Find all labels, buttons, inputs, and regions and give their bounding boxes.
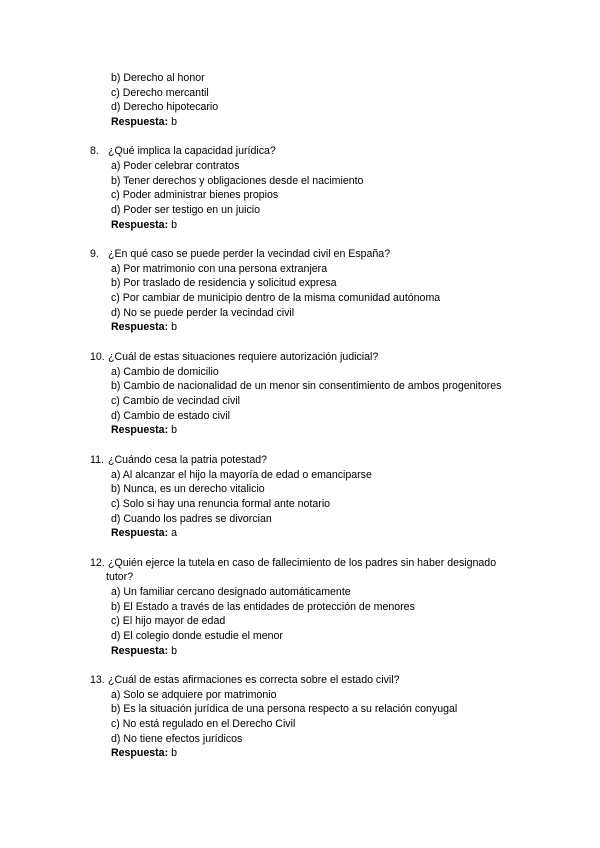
option-a: a) Cambio de domicilio <box>111 366 219 378</box>
answer-value: b <box>171 747 177 759</box>
answer <box>111 116 177 129</box>
option-d: d) Derecho hipotecario <box>111 101 219 113</box>
question-text: ¿Quién ejerce la tutela en caso de fallecimiento de los padres sin haber designado <box>108 557 497 569</box>
option-c: c) Solo si hay una renuncia formal ante notario <box>111 498 331 510</box>
answer-label: Respuesta: <box>111 424 169 436</box>
option-b: b) Derecho al honor <box>111 72 205 84</box>
option-c: c) El hijo mayor de edad <box>111 615 226 627</box>
option-d: d) No tiene efectos jurídicos <box>111 733 243 745</box>
question-text: ¿Qué implica la capacidad jurídica? <box>108 145 276 157</box>
option-a: a) Al alcanzar el hijo la mayoría de edad o emanciparse <box>111 469 372 481</box>
question <box>90 248 390 261</box>
question-text: ¿En qué caso se puede perder la vecindad civil en España? <box>108 248 391 260</box>
question-number: 12. <box>90 557 105 569</box>
question-number: 8. <box>90 145 99 157</box>
option-d: d) Poder ser testigo en un juicio <box>111 204 260 216</box>
answer-label: Respuesta: <box>111 219 169 231</box>
answer-label: Respuesta: <box>111 321 169 333</box>
option-d: d) Cambio de estado civil <box>111 410 230 422</box>
answer-value: a <box>171 527 177 539</box>
question-number: 10. <box>90 351 105 363</box>
option-d: d) Cuando los padres se divorcian <box>111 513 272 525</box>
option-b: b) Nunca, es un derecho vitalicio <box>111 483 265 495</box>
answer-value: b <box>171 116 177 128</box>
option-c: c) Derecho mercantil <box>111 87 209 99</box>
option-b: b) Tener derechos y obligaciones desde el nacimiento <box>111 175 364 187</box>
answer-value: b <box>171 219 177 231</box>
answer-value: b <box>171 424 177 436</box>
option-b: b) Cambio de nacionalidad de un menor sin consentimiento de ambos progenitores <box>111 380 502 392</box>
question-number: 11. <box>90 454 104 466</box>
answer-label: Respuesta: <box>111 747 169 759</box>
option-b: b) Es la situación jurídica de una persona respecto a su relación conyugal <box>111 703 458 715</box>
answer <box>111 527 177 540</box>
option-b: b) El Estado a través de las entidades de protección de menores <box>111 601 415 613</box>
question-text: ¿Cuándo cesa la patria potestad? <box>108 454 268 466</box>
answer <box>111 424 177 437</box>
option-a: a) Poder celebrar contratos <box>111 160 240 172</box>
option-c: c) Por cambiar de municipio dentro de la misma comunidad autónoma <box>111 292 441 304</box>
option-c: c) Poder administrar bienes propios <box>111 189 279 201</box>
question <box>90 557 496 570</box>
question-number: 9. <box>90 248 99 260</box>
answer-label: Respuesta: <box>111 116 169 128</box>
option-a: a) Por matrimonio con una persona extranjera <box>111 263 328 275</box>
question-text: ¿Cuál de estas afirmaciones es correcta sobre el estado civil? <box>108 674 400 686</box>
option-b: b) Por traslado de residencia y solicitud expresa <box>111 277 337 289</box>
question-text: ¿Cuál de estas situaciones requiere autorización judicial? <box>108 351 379 363</box>
option-a: a) Un familiar cercano designado automáticamente <box>111 586 351 598</box>
option-a: a) Solo se adquiere por matrimonio <box>111 689 277 701</box>
question <box>90 145 276 158</box>
option-d: d) No se puede perder la vecindad civil <box>111 307 295 319</box>
answer-label: Respuesta: <box>111 645 169 657</box>
answer <box>111 219 177 232</box>
question-text-continued: tutor? <box>106 571 134 583</box>
option-c: c) Cambio de vecindad civil <box>111 395 240 407</box>
answer <box>111 645 177 658</box>
option-c: c) No está regulado en el Derecho Civil <box>111 718 296 730</box>
question-number: 13. <box>90 674 105 686</box>
answer-value: b <box>171 321 177 333</box>
answer <box>111 321 177 334</box>
question <box>90 351 378 364</box>
option-d: d) El colegio donde estudie el menor <box>111 630 283 642</box>
question <box>90 674 399 687</box>
answer-label: Respuesta: <box>111 527 169 539</box>
answer-value: b <box>171 645 177 657</box>
answer <box>111 747 177 760</box>
question <box>90 454 267 467</box>
